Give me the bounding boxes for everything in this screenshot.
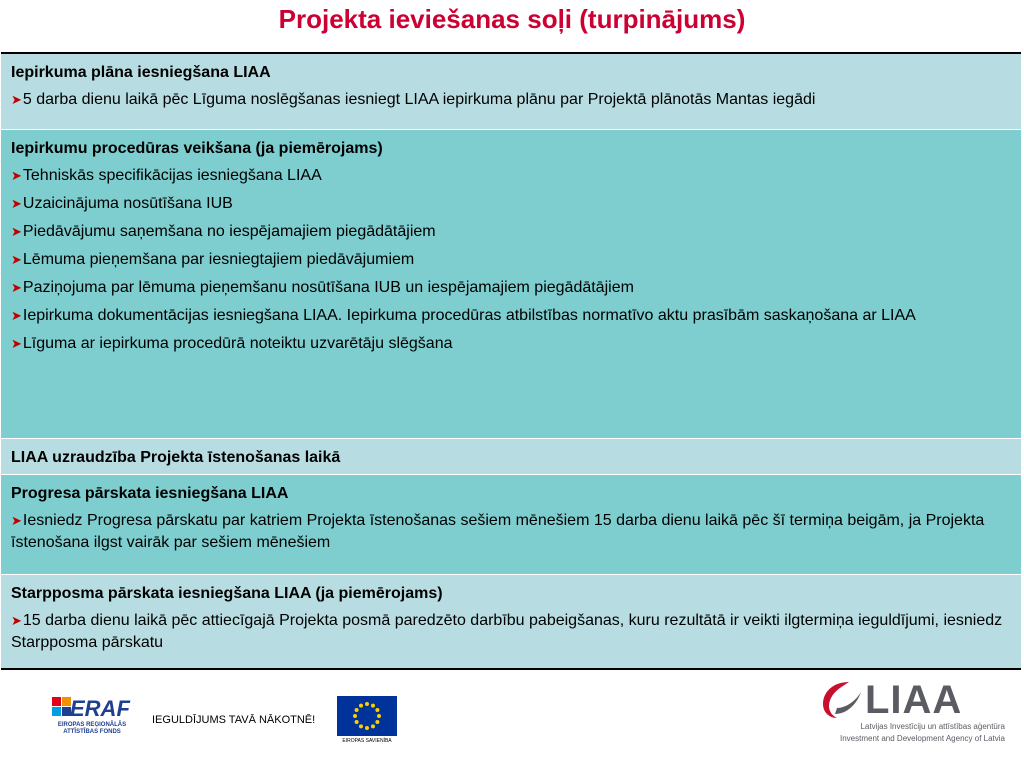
section-progress-report (1, 475, 1021, 575)
arrow-bullet-icon: ➤ (11, 336, 22, 351)
list-item: ➤Iesniedz Progresa pārskatu par katriem Projekta īstenošanas sešiem mēnešiem 15 darba dienu laikā pēc šī termiņa beigām, ja Projekta īstenošana ilgst vairāk par sešiem mēnešiem (11, 512, 985, 551)
arrow-bullet-icon: ➤ (11, 168, 22, 183)
arrow-bullet-icon: ➤ (11, 196, 22, 211)
section-heading: Iepirkuma plāna iesniegšana LIAA (11, 64, 271, 81)
eu-flag-icon (337, 696, 397, 736)
section-procurement-plan (1, 54, 1021, 130)
arrow-bullet-icon: ➤ (11, 613, 22, 628)
list-item: ➤5 darba dienu laikā pēc Līguma noslēgšanas iesniegt LIAA iepirkuma plānu par Projektā plānotās Mantas iegādi (11, 91, 816, 108)
list-item: ➤Paziņojuma par lēmuma pieņemšanu nosūtīšana IUB un iespējamajiem piegādātājiem (11, 279, 634, 296)
list-item: ➤Uzaicinājuma nosūtīšana IUB (11, 195, 233, 212)
liaa-logo (815, 676, 1005, 756)
liaa-swoosh-icon (819, 678, 865, 722)
list-item: ➤15 darba dienu laikā pēc attiecīgajā Projekta posmā paredzēto darbību pabeigšanas, kuru rezultātā ir veikti ilgtermiņa ieguldījumi, iesniedz Starpposma pārskatu (11, 612, 1003, 651)
eu-label: EIROPAS SAVIENĪBA (342, 738, 392, 744)
slogan: IEGULDĪJUMS TAVĀ NĀKOTNĒ! (152, 714, 316, 726)
arrow-bullet-icon: ➤ (11, 513, 22, 528)
arrow-bullet-icon: ➤ (11, 280, 22, 295)
liaa-logo-text: LIAA (865, 678, 963, 722)
eraf-logo-text: ERAF (70, 696, 130, 721)
liaa-line-1: Latvijas Investīciju un attīstības aģentūra (860, 722, 1005, 731)
liaa-line-2: Investment and Development Agency of Latvia (840, 734, 1005, 743)
arrow-bullet-icon: ➤ (11, 308, 22, 323)
eraf-subtitle: EIROPAS REĢIONĀLĀS ATTĪSTĪBAS FONDS (57, 722, 127, 735)
section-procurement-procedure (1, 130, 1021, 439)
arrow-bullet-icon: ➤ (11, 224, 22, 239)
arrow-bullet-icon: ➤ (11, 92, 22, 107)
section-heading: Starpposma pārskata iesniegšana LIAA (ja piemērojams) (11, 585, 443, 602)
section-heading: LIAA uzraudzība Projekta īstenošanas laikā (11, 449, 341, 466)
steps-table (1, 52, 1021, 670)
list-item: ➤Lēmuma pieņemšana par iesniegtajiem piedāvājumiem (11, 251, 415, 268)
slide-title: Projekta ieviešanas soļi (turpinājums) (278, 4, 746, 34)
section-heading: Progresa pārskata iesniegšana LIAA (11, 485, 289, 502)
section-interim-report (1, 575, 1021, 668)
section-supervision (1, 439, 1021, 475)
section-heading: Iepirkumu procedūras veikšana (ja piemērojams) (11, 140, 383, 157)
list-item: ➤Līguma ar iepirkuma procedūrā noteiktu uzvarētāju slēgšana (11, 335, 453, 352)
list-item: ➤Iepirkuma dokumentācijas iesniegšana LIAA. Iepirkuma procedūras atbilstības normatīvo aktu prasībām saskaņošana ar LIAA (11, 307, 916, 324)
list-item: ➤Tehniskās specifikācijas iesniegšana LIAA (11, 167, 322, 184)
arrow-bullet-icon: ➤ (11, 252, 22, 267)
footer-logos (0, 672, 1024, 768)
list-item: ➤Piedāvājumu saņemšana no iespējamajiem piegādātājiem (11, 223, 436, 240)
